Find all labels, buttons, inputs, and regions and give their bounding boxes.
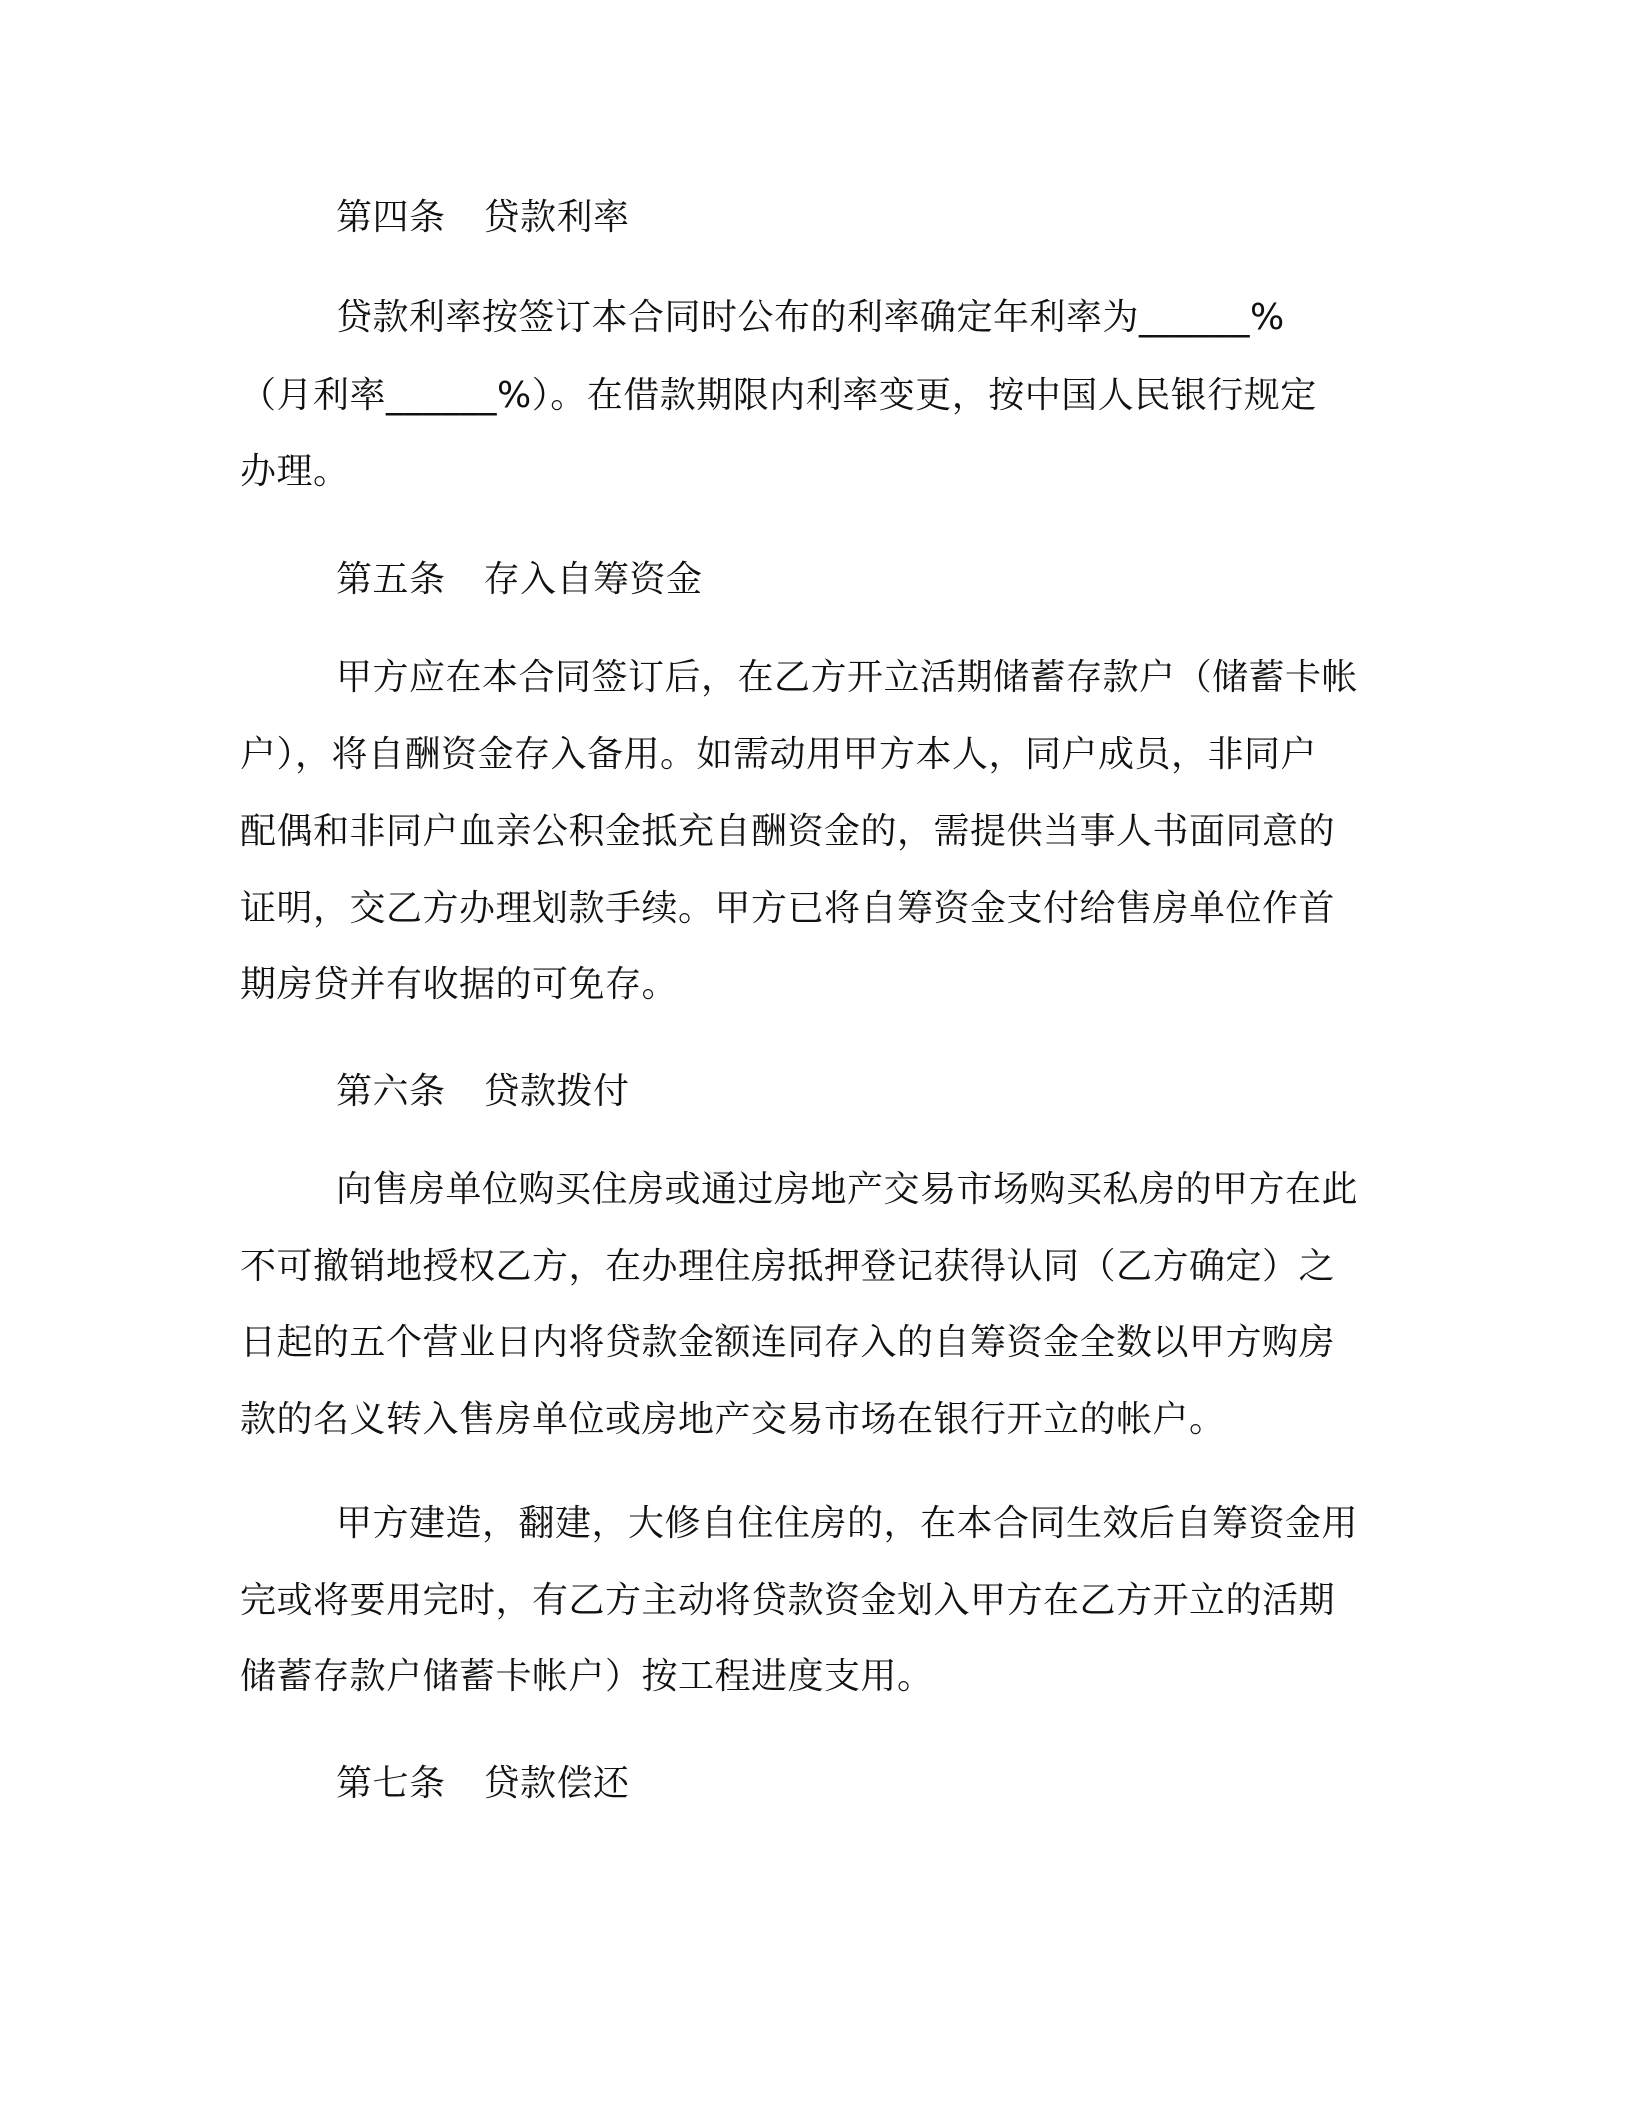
article-4-text-line: 办理。 — [240, 451, 350, 492]
article-6-title: 贷款拨付 — [483, 1071, 630, 1112]
article-6-text-line: 日起的五个营业日内将贷款金额连同存入的自筹资金全数以甲方购房 — [240, 1322, 1336, 1363]
article-7-number: 第七条 — [336, 1763, 446, 1804]
article-6-text-line: 储蓄存款户储蓄卡帐户）按工程进度支用。 — [240, 1656, 934, 1697]
article-4-text-line: 贷款利率按签订本合同时公布的利率确定年利率为______% — [336, 297, 1285, 338]
article-4-text-line: （月利率______%）。在借款期限内利率变更，按中国人民银行规定 — [240, 375, 1317, 416]
article-6-text-line: 向售房单位购买住房或通过房地产交易市场购买私房的甲方在此 — [336, 1169, 1359, 1210]
article-6-text-line: 完或将要用完时，有乙方主动将贷款资金划入甲方在乙方开立的活期 — [240, 1580, 1336, 1621]
article-7-heading — [336, 1760, 630, 1808]
article-4-number: 第四条 — [336, 197, 446, 238]
article-5-text-line: 证明，交乙方办理划款手续。甲方已将自筹资金支付给售房单位作首 — [240, 888, 1336, 929]
article-5-heading — [336, 556, 703, 604]
article-7-title: 贷款偿还 — [483, 1763, 630, 1804]
article-6-number: 第六条 — [336, 1071, 446, 1112]
article-5-text-line: 甲方应在本合同签订后，在乙方开立活期储蓄存款户（储蓄卡帐 — [336, 657, 1359, 698]
article-6-heading — [336, 1068, 630, 1116]
article-6-text-line: 款的名义转入售房单位或房地产交易市场在银行开立的帐户。 — [240, 1399, 1226, 1440]
article-5-text-line: 期房贷并有收据的可免存。 — [240, 964, 679, 1005]
article-4-title: 贷款利率 — [483, 197, 630, 238]
article-5-text-line: 配偶和非同户血亲公积金抵充自酬资金的，需提供当事人书面同意的 — [240, 811, 1336, 852]
article-6-text-line: 不可撤销地授权乙方，在办理住房抵押登记获得认同（乙方确定）之 — [240, 1246, 1336, 1287]
article-6-text-line: 甲方建造，翻建，大修自住住房的，在本合同生效后自筹资金用 — [336, 1503, 1359, 1544]
article-5-number: 第五条 — [336, 559, 446, 600]
article-5-title: 存入自筹资金 — [483, 559, 703, 600]
article-4-heading — [336, 194, 630, 242]
article-5-text-line: 户），将自酬资金存入备用。如需动用甲方本人，同户成员，非同户 — [240, 734, 1318, 775]
